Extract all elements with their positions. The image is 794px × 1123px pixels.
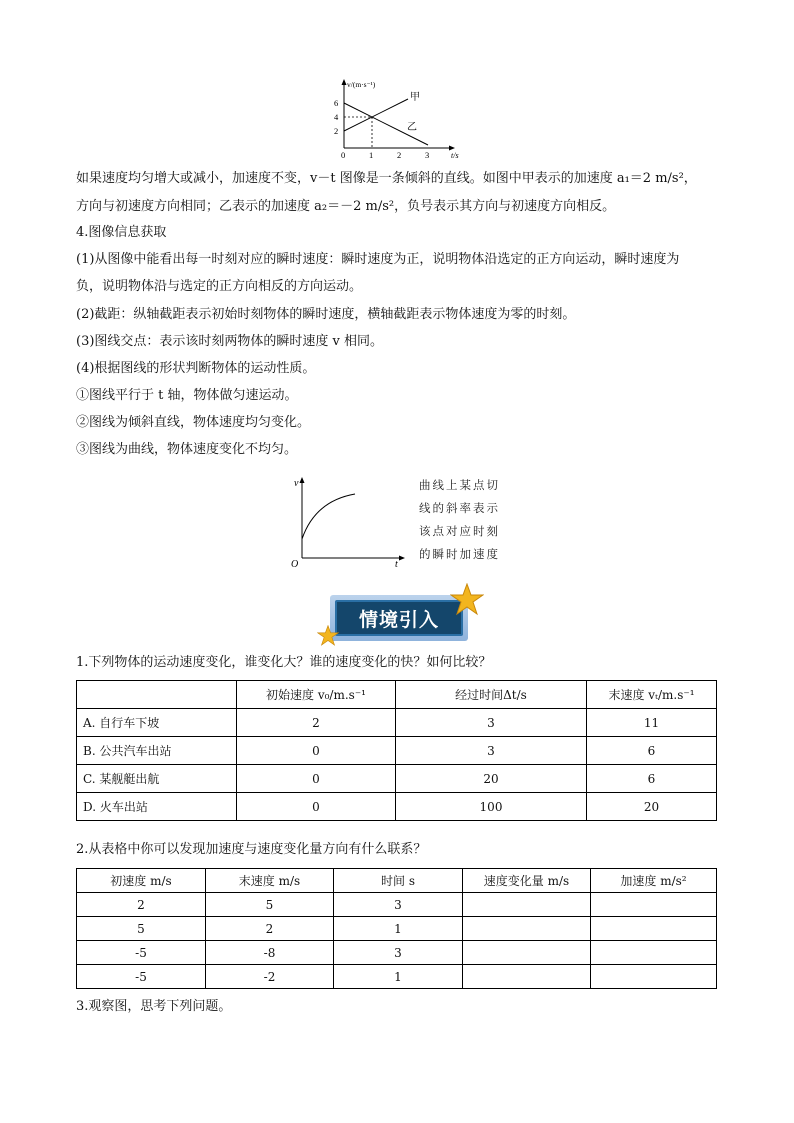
table-row [77, 941, 717, 965]
table-cell: 6 [587, 765, 717, 793]
x-axis-label: t [395, 559, 398, 570]
table-cell: A. 自行车下坡 [77, 709, 237, 737]
table-row [77, 737, 717, 765]
bullet-1: ①图线平行于 t 轴，物体做匀速运动。 [76, 388, 298, 403]
label-yi: 乙 [407, 122, 417, 133]
y-axis-label: v [294, 478, 299, 489]
item-1-line-2: 负，说明物体沿与选定的正方向相反的方向运动。 [76, 279, 363, 294]
question-1: 1.下列物体的运动速度变化，谁变化大？谁的速度变化的快？如何比较？ [76, 655, 492, 670]
label-jia: 甲 [410, 92, 420, 103]
table-cell[interactable] [591, 965, 717, 989]
table-cell: 3 [334, 893, 463, 917]
y-axis-label: v/(m·s⁻¹) [347, 80, 376, 89]
y-axis-arrow [300, 477, 305, 483]
note-line-3: 该点对应时刻 [419, 524, 500, 538]
curve-vt-graph [285, 475, 510, 570]
note-line-2: 线的斜率表示 [419, 501, 500, 515]
y-tick-2: 2 [334, 126, 339, 136]
table-cell: -5 [77, 941, 206, 965]
table-cell[interactable] [591, 917, 717, 941]
table-row [77, 793, 717, 821]
table-cell: 3 [396, 709, 587, 737]
table-cell: C. 某舰艇出航 [77, 765, 237, 793]
x-axis-label: t/s [451, 151, 459, 160]
table-row [77, 917, 717, 941]
y-tick-6: 6 [334, 98, 339, 108]
heading-4: 4.图像信息获取 [76, 225, 167, 240]
table-cell: B. 公共汽车出站 [77, 737, 237, 765]
star-icon [450, 583, 484, 617]
table-cell[interactable] [463, 941, 591, 965]
table-cell: 5 [206, 893, 334, 917]
table-cell: D. 火车出站 [77, 793, 237, 821]
para-acceleration-1: 如果速度均匀增大或减小，加速度不变，v－t 图像是一条倾斜的直线。如图中甲表示的加速度 a₁＝2 m/s²， [76, 171, 697, 186]
header-cell [77, 681, 237, 709]
table-cell: 0 [237, 793, 396, 821]
x-tick-3: 3 [425, 150, 430, 160]
table-cell: 20 [396, 765, 587, 793]
table-cell: 1 [334, 917, 463, 941]
item-3: (3)图线交点：表示该时刻两物体的瞬时速度 v 相同。 [76, 334, 384, 349]
table-cell: 2 [206, 917, 334, 941]
table-cell[interactable] [463, 965, 591, 989]
table-cell: 0 [237, 737, 396, 765]
table-row [77, 893, 717, 917]
table-cell: 100 [396, 793, 587, 821]
table-cell: 11 [587, 709, 717, 737]
bullet-3: ③图线为曲线，物体速度变化不均匀。 [76, 442, 298, 457]
section-banner [330, 595, 468, 641]
table-header-row [77, 681, 717, 709]
table-cell: 3 [334, 941, 463, 965]
header-cell: 经过时间Δt/s [396, 681, 587, 709]
table-acceleration [76, 868, 717, 989]
origin-label: O [291, 559, 299, 570]
header-cell: 末速度 vₜ/m.s⁻¹ [587, 681, 717, 709]
note-line-1: 曲线上某点切 [419, 478, 500, 492]
table-row [77, 709, 717, 737]
table-speed-change [76, 680, 717, 821]
x-tick-1: 1 [369, 150, 374, 160]
x-axis-arrow [399, 556, 405, 561]
velocity-curve [302, 494, 355, 539]
table-cell: 0 [237, 765, 396, 793]
table-cell[interactable] [591, 941, 717, 965]
header-cell: 速度变化量 m/s [463, 869, 591, 893]
table-cell: 6 [587, 737, 717, 765]
para-acceleration-2: 方向与初速度方向相同；乙表示的加速度 a₂＝－2 m/s²，负号表示其方向与初速度方向相反。 [76, 199, 616, 214]
item-2: (2)截距：纵轴截距表示初始时刻物体的瞬时速度，横轴截距表示物体速度为零的时刻。 [76, 307, 576, 322]
table-cell: -2 [206, 965, 334, 989]
table-header-row [77, 869, 717, 893]
table-cell[interactable] [591, 893, 717, 917]
header-cell: 加速度 m/s² [591, 869, 717, 893]
y-tick-4: 4 [334, 112, 339, 122]
item-4: (4)根据图线的形状判断物体的运动性质。 [76, 361, 316, 376]
table-cell: 3 [396, 737, 587, 765]
question-3: 3.观察图，思考下列问题。 [76, 999, 232, 1014]
table-cell: 2 [77, 893, 206, 917]
vt-graph-jia-yi [330, 76, 470, 162]
table-row [77, 965, 717, 989]
small-star-icon [317, 625, 339, 647]
y-axis-arrow [342, 79, 347, 85]
item-1-line-1: (1)从图像中能看出每一时刻对应的瞬时速度：瞬时速度为正，说明物体沿选定的正方向运动，瞬时速度为 [76, 252, 680, 267]
x-axis-arrow [449, 146, 455, 151]
table-cell: 2 [237, 709, 396, 737]
bullet-2: ②图线为倾斜直线，物体速度均匀变化。 [76, 415, 311, 430]
table-cell: 1 [334, 965, 463, 989]
note-line-4: 的瞬时加速度 [419, 547, 500, 561]
table-cell: 5 [77, 917, 206, 941]
table-cell[interactable] [463, 917, 591, 941]
table-cell: -5 [77, 965, 206, 989]
header-cell: 末速度 m/s [206, 869, 334, 893]
header-cell: 时间 s [334, 869, 463, 893]
table-cell: -8 [206, 941, 334, 965]
question-2: 2.从表格中你可以发现加速度与速度变化量方向有什么联系？ [76, 842, 427, 857]
table-cell: 20 [587, 793, 717, 821]
x-tick-2: 2 [397, 150, 402, 160]
table-row [77, 765, 717, 793]
line-jia [344, 99, 408, 131]
header-cell: 初始速度 v₀/m.s⁻¹ [237, 681, 396, 709]
x-tick-0: 0 [341, 150, 346, 160]
header-cell: 初速度 m/s [77, 869, 206, 893]
table-cell[interactable] [463, 893, 591, 917]
banner-title: 情境引入 [335, 600, 463, 636]
